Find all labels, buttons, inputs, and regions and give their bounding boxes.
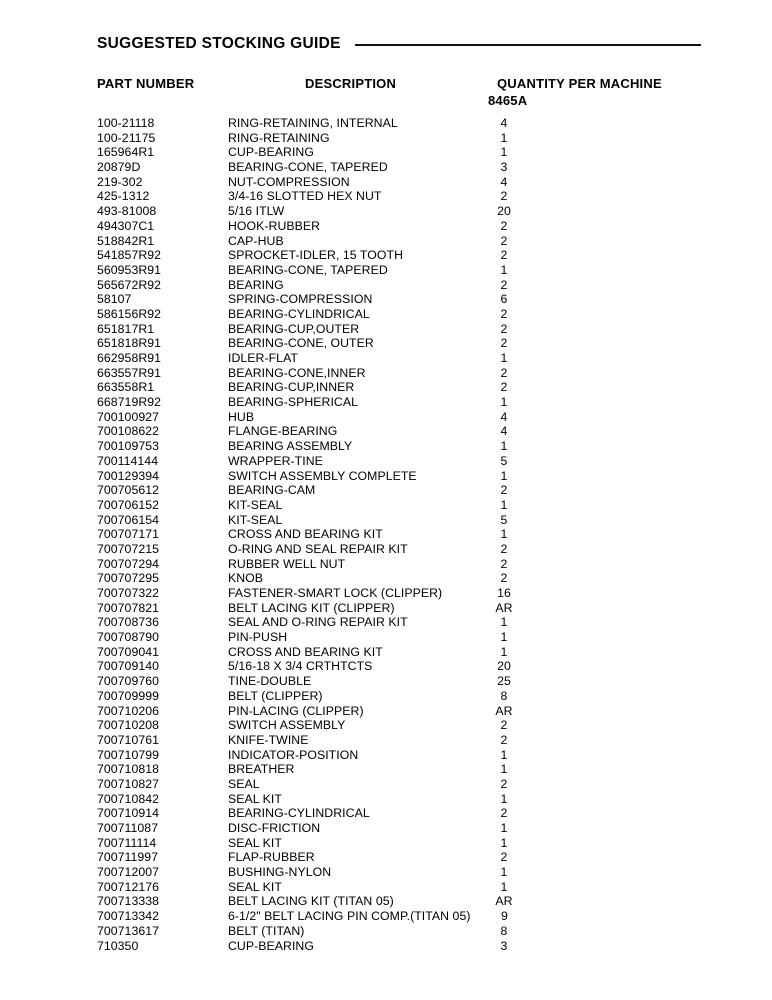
cell-part-number: 700100927 (97, 409, 160, 424)
table-column-headers (97, 76, 701, 110)
cell-part-number: 700710842 (97, 791, 160, 806)
table-row (97, 351, 701, 366)
cell-description: 3/4-16 SLOTTED HEX NUT (228, 189, 382, 204)
cell-part-number: 700707171 (97, 527, 160, 542)
cell-part-number: 700710206 (97, 703, 160, 718)
cell-part-number: 700706154 (97, 512, 160, 527)
cell-description: CROSS AND BEARING KIT (228, 644, 383, 659)
cell-description: BEARING-SPHERICAL (228, 395, 358, 410)
cell-quantity: 1 (500, 468, 508, 483)
cell-description: BEARING-CYLINDRICAL (228, 806, 370, 821)
cell-description: SEAL KIT (228, 879, 282, 894)
table-row (97, 498, 701, 513)
cell-part-number: 700712007 (97, 865, 160, 880)
cell-quantity: 1 (500, 762, 508, 777)
cell-quantity: AR (495, 703, 513, 718)
cell-description: BREATHER (228, 762, 295, 777)
cell-part-number: 100-21118 (97, 116, 155, 130)
cell-part-number: 662958R91 (97, 351, 162, 365)
cell-quantity: 1 (500, 395, 508, 410)
table-row (97, 704, 701, 719)
cell-part-number: 700711114 (97, 835, 157, 850)
table-row (97, 542, 701, 557)
cell-description: 5/16-18 X 3/4 CRTHTCTS (228, 659, 373, 674)
table-row (97, 850, 701, 865)
cell-description: BEARING-CONE, TAPERED (228, 262, 388, 277)
cell-description: BEARING-CONE,INNER (228, 365, 366, 380)
cell-part-number: 219-302 (97, 174, 143, 189)
cell-quantity: 2 (500, 850, 508, 865)
cell-quantity: 1 (500, 439, 508, 454)
cell-part-number: 165964R1 (97, 145, 155, 160)
table-row (97, 836, 701, 851)
cell-description: HUB (228, 409, 255, 424)
table-row (97, 234, 701, 249)
cell-description: 6-1/2" BELT LACING PIN COMP.(TITAN 05) (228, 909, 471, 924)
cell-description: BUSHING-NYLON (228, 865, 332, 880)
cell-quantity: 25 (497, 674, 511, 689)
cell-description: BEARING-CONE, OUTER (228, 336, 374, 351)
table-row (97, 248, 701, 263)
cell-part-number: 651817R1 (97, 321, 155, 336)
cell-description: RING-RETAINING (228, 130, 330, 145)
cell-quantity: 20 (497, 659, 511, 674)
cell-description: RING-RETAINING, INTERNAL (228, 116, 398, 130)
cell-quantity: 1 (500, 879, 508, 894)
table-row (97, 395, 701, 410)
cell-description: KIT-SEAL (228, 512, 283, 527)
cell-description: BEARING (228, 277, 284, 292)
cell-part-number: 425-1312 (97, 189, 150, 204)
cell-part-number: 565672R92 (97, 277, 162, 292)
cell-description: SEAL (228, 776, 260, 791)
cell-description: CUP-BEARING (228, 145, 314, 160)
table-row (97, 116, 701, 131)
cell-part-number: 560953R91 (97, 262, 162, 277)
table-row (97, 571, 701, 586)
table-row (97, 733, 701, 748)
cell-description: WRAPPER-TINE (228, 453, 323, 468)
cell-description: BEARING-CONE, TAPERED (228, 160, 388, 175)
cell-description: BELT LACING KIT (CLIPPER) (228, 600, 395, 615)
cell-description: SPROCKET-IDLER, 15 TOOTH (228, 248, 403, 263)
cell-quantity: 2 (500, 483, 508, 498)
table-row (97, 131, 701, 146)
cell-quantity: 6 (500, 292, 508, 307)
cell-part-number: 700713617 (97, 923, 160, 938)
table-row (97, 439, 701, 454)
cell-description: HOOK-RUBBER (228, 218, 321, 233)
cell-description: CUP-BEARING (228, 938, 314, 953)
cell-part-number: 700711087 (97, 821, 159, 835)
cell-part-number: 586156R92 (97, 306, 162, 321)
cell-quantity: 2 (500, 732, 508, 747)
cell-description: PIN-LACING (CLIPPER) (228, 703, 364, 718)
cell-part-number: 20879D (97, 160, 141, 175)
table-row (97, 527, 701, 542)
table-row (97, 894, 701, 909)
table-row (97, 322, 701, 337)
cell-quantity: AR (495, 600, 513, 615)
document-title-row (97, 34, 701, 54)
cell-description: SEAL KIT (228, 835, 282, 850)
cell-description: BEARING-CUP,INNER (228, 380, 355, 395)
cell-part-number: 700710208 (97, 718, 160, 733)
cell-description: NUT-COMPRESSION (228, 174, 350, 189)
cell-part-number: 700707215 (97, 541, 160, 556)
cell-part-number: 700707294 (97, 556, 160, 571)
table-row (97, 659, 701, 674)
cell-quantity: 16 (497, 586, 511, 600)
cell-description: SWITCH ASSEMBLY COMPLETE (228, 468, 417, 483)
cell-description: BEARING ASSEMBLY (228, 439, 353, 454)
table-row (97, 924, 701, 939)
table-row (97, 278, 701, 293)
cell-part-number: 700710799 (97, 747, 160, 762)
cell-description: FASTENER-SMART LOCK (CLIPPER) (228, 586, 443, 600)
cell-quantity: 8 (500, 688, 508, 703)
table-row (97, 263, 701, 278)
cell-description: SWITCH ASSEMBLY (228, 718, 346, 733)
cell-quantity: 2 (500, 776, 508, 791)
cell-part-number: 700109753 (97, 439, 160, 454)
title-rule-divider (355, 44, 701, 46)
cell-part-number: 700712176 (97, 879, 160, 894)
cell-quantity: 2 (500, 306, 508, 321)
cell-quantity: 3 (500, 938, 508, 953)
cell-quantity: 2 (500, 571, 508, 586)
table-row (97, 630, 701, 645)
cell-quantity: 1 (500, 262, 508, 277)
cell-description: O-RING AND SEAL REPAIR KIT (228, 541, 408, 556)
cell-part-number: 58107 (97, 292, 132, 307)
table-row (97, 792, 701, 807)
cell-part-number: 700708736 (97, 615, 160, 630)
table-row (97, 175, 701, 190)
table-row (97, 204, 701, 219)
cell-part-number: 700710827 (97, 776, 160, 791)
cell-part-number: 700707295 (97, 571, 160, 586)
table-row (97, 380, 701, 395)
table-row (97, 880, 701, 895)
cell-description: BEARING-CUP,OUTER (228, 321, 360, 336)
cell-quantity: 8 (500, 923, 508, 938)
cell-quantity: 2 (500, 556, 508, 571)
cell-part-number: 100-21175 (97, 130, 156, 145)
cell-part-number: 700710914 (97, 806, 160, 821)
cell-description: IDLER-FLAT (228, 351, 298, 365)
table-row (97, 689, 701, 704)
cell-quantity: 2 (500, 380, 508, 395)
cell-description: KNOB (228, 571, 264, 586)
cell-quantity: AR (495, 894, 513, 909)
cell-quantity: 20 (497, 204, 511, 219)
table-row (97, 160, 701, 175)
cell-part-number: 700713338 (97, 894, 160, 909)
cell-quantity: 2 (500, 541, 508, 556)
cell-part-number: 663558R1 (97, 380, 155, 395)
table-row (97, 307, 701, 322)
table-row (97, 366, 701, 381)
cell-part-number: 700713342 (97, 909, 160, 924)
cell-description: BELT (TITAN) (228, 923, 305, 938)
table-row (97, 718, 701, 733)
cell-quantity: 1 (500, 130, 508, 145)
cell-description: BEARING-CAM (228, 483, 316, 498)
cell-quantity: 3 (500, 160, 508, 175)
cell-quantity: 5 (500, 512, 508, 527)
cell-part-number: 700707821 (97, 600, 160, 615)
cell-part-number: 700108622 (97, 424, 160, 439)
table-row (97, 821, 701, 836)
table-row (97, 909, 701, 924)
table-row (97, 939, 701, 954)
page-title: SUGGESTED STOCKING GUIDE (97, 35, 341, 52)
parts-table-body (97, 116, 701, 953)
cell-quantity: 2 (500, 806, 508, 821)
cell-quantity: 2 (500, 248, 508, 263)
cell-description: BELT LACING KIT (TITAN 05) (228, 894, 394, 909)
cell-part-number: 651818R91 (97, 336, 162, 351)
cell-description: KNIFE-TWINE (228, 732, 309, 747)
cell-description: BELT (CLIPPER) (228, 688, 323, 703)
table-row (97, 145, 701, 160)
table-row (97, 777, 701, 792)
cell-quantity: 2 (500, 365, 508, 380)
table-row (97, 806, 701, 821)
table-row (97, 586, 701, 601)
cell-part-number: 541857R92 (97, 248, 162, 263)
table-row (97, 645, 701, 660)
table-row (97, 189, 701, 204)
cell-quantity: 5 (500, 453, 508, 468)
table-row (97, 454, 701, 469)
table-row (97, 469, 701, 484)
cell-quantity: 1 (500, 644, 508, 659)
table-row (97, 292, 701, 307)
table-row (97, 557, 701, 572)
cell-quantity: 4 (500, 174, 508, 189)
cell-part-number: 494307C1 (97, 218, 155, 233)
cell-part-number: 663557R91 (97, 365, 162, 380)
cell-quantity: 2 (500, 189, 508, 204)
cell-description: FLANGE-BEARING (228, 424, 338, 439)
table-row (97, 762, 701, 777)
cell-part-number: 700710818 (97, 762, 160, 777)
table-row (97, 748, 701, 763)
cell-part-number: 700709999 (97, 688, 160, 703)
cell-quantity: 4 (500, 409, 508, 424)
cell-quantity: 1 (500, 527, 508, 542)
cell-quantity: 2 (500, 336, 508, 351)
cell-quantity: 2 (500, 321, 508, 336)
cell-quantity: 1 (500, 615, 508, 630)
cell-description: DISC-FRICTION (228, 821, 321, 835)
column-header-quantity: QUANTITY PER MACHINE (497, 76, 662, 91)
cell-part-number: 710350 (97, 938, 139, 953)
cell-part-number: 700708790 (97, 630, 160, 645)
cell-description: INDICATOR-POSITION (228, 747, 359, 762)
table-row (97, 865, 701, 880)
table-row (97, 483, 701, 498)
table-row (97, 601, 701, 616)
cell-part-number: 700710761 (97, 732, 160, 747)
cell-part-number: 493-81008 (97, 204, 157, 219)
cell-description: SEAL KIT (228, 791, 282, 806)
cell-part-number: 700129394 (97, 468, 160, 483)
cell-description: TINE-DOUBLE (228, 674, 312, 689)
column-header-description: DESCRIPTION (305, 76, 397, 91)
cell-quantity: 2 (500, 718, 508, 733)
cell-quantity: 1 (500, 145, 508, 160)
column-header-machine-model: 8465A (488, 93, 528, 108)
cell-description: FLAP-RUBBER (228, 850, 315, 865)
cell-part-number: 700709760 (97, 674, 160, 689)
cell-quantity: 4 (500, 116, 508, 130)
table-row (97, 219, 701, 234)
cell-quantity: 1 (500, 497, 508, 512)
cell-part-number: 700707322 (97, 586, 160, 600)
cell-description: 5/16 ITLW (228, 204, 285, 219)
cell-quantity: 2 (500, 233, 508, 248)
cell-part-number: 700706152 (97, 497, 160, 512)
cell-description: SEAL AND O-RING REPAIR KIT (228, 615, 408, 630)
cell-description: CAP-HUB (228, 233, 284, 248)
cell-part-number: 700709041 (97, 644, 160, 659)
cell-quantity: 4 (500, 424, 508, 439)
cell-quantity: 1 (500, 351, 508, 365)
cell-part-number: 700705612 (97, 483, 160, 498)
table-row (97, 410, 701, 425)
column-header-part-number: PART NUMBER (97, 76, 195, 91)
cell-quantity: 1 (500, 791, 508, 806)
cell-part-number: 668719R92 (97, 395, 162, 410)
cell-quantity: 2 (500, 218, 508, 233)
cell-part-number: 700711997 (97, 850, 159, 865)
cell-quantity: 1 (500, 630, 508, 645)
cell-quantity: 9 (501, 909, 508, 924)
cell-part-number: 700114144 (97, 453, 159, 468)
cell-part-number: 700709140 (97, 659, 160, 674)
cell-description: KIT-SEAL (228, 497, 283, 512)
cell-quantity: 1 (500, 821, 508, 835)
cell-description: PIN-PUSH (228, 630, 288, 645)
cell-description: SPRING-COMPRESSION (228, 292, 373, 307)
cell-quantity: 1 (500, 835, 508, 850)
table-row (97, 674, 701, 689)
cell-description: RUBBER WELL NUT (228, 556, 346, 571)
cell-quantity: 1 (500, 747, 508, 762)
table-row (97, 336, 701, 351)
cell-quantity: 1 (500, 865, 508, 880)
cell-description: BEARING-CYLINDRICAL (228, 306, 370, 321)
table-row (97, 424, 701, 439)
table-row (97, 513, 701, 528)
table-row (97, 615, 701, 630)
cell-description: CROSS AND BEARING KIT (228, 527, 383, 542)
cell-quantity: 2 (500, 277, 508, 292)
cell-part-number: 518842R1 (97, 233, 155, 248)
